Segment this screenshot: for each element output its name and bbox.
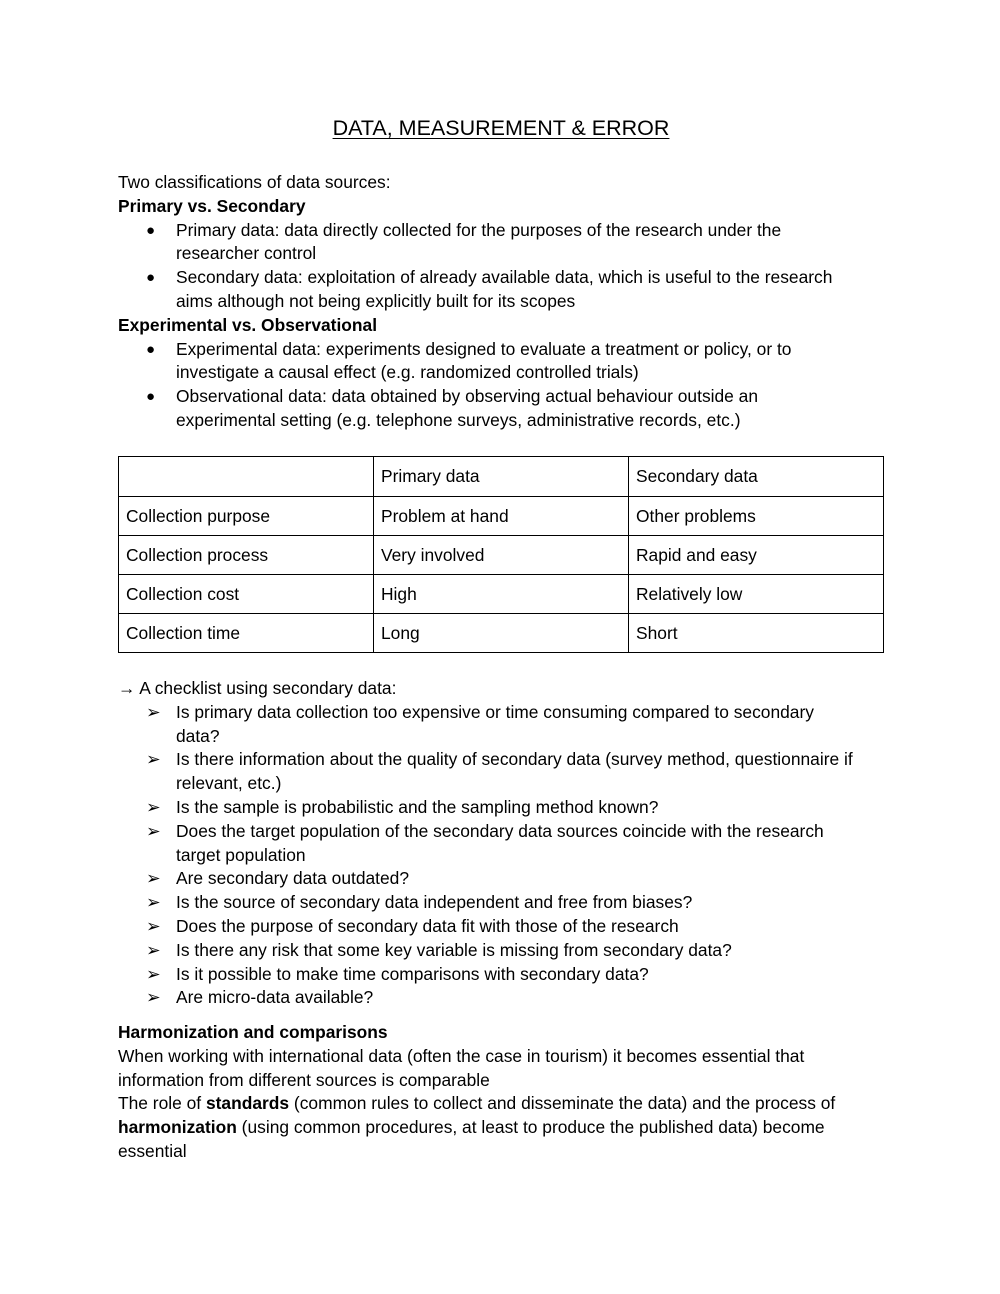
intro-text: Two classifications of data sources: (118, 172, 391, 192)
table-cell: Problem at hand (374, 497, 629, 536)
term-standards: standards (205, 1093, 290, 1114)
section-heading-primary-secondary: Primary vs. Secondary (118, 195, 306, 216)
table-row (119, 614, 884, 653)
comparison-table (118, 456, 884, 653)
list-item: ➢ Does the purpose of secondary data fit with those of the research (118, 915, 884, 939)
table-header-cell: Secondary data (629, 457, 884, 497)
list-item: ● Secondary data: exploitation of already available data, which is useful to the research aims although not being explicitly built for its scopes (146, 267, 833, 311)
list-item: ➢ Is the sample is probabilistic and the sampling method known? (118, 796, 884, 820)
table-cell: Very involved (374, 536, 629, 575)
list-item: ➢ Is the source of secondary data independent and free from biases? (118, 891, 884, 915)
table-cell: High (374, 575, 629, 614)
list-item: ➢ Is primary data collection too expensive or time consuming compared to secondary data? (146, 701, 814, 746)
table-cell: Collection cost (119, 575, 374, 614)
table-cell: Short (629, 614, 884, 653)
bullet-dot-icon: ● (146, 388, 156, 406)
harmonization-section (118, 1021, 884, 1164)
arrowhead-bullet-icon: ➢ (146, 820, 161, 841)
harmonization-paragraph-2: The role of standards (common rules to collect and disseminate the data) and the process of harmonization (using common procedures, at least to produce the published data) become essential (118, 1093, 836, 1161)
classification-section (118, 171, 884, 433)
arrowhead-bullet-icon: ➢ (146, 915, 161, 936)
bullet-list-experimental-observational (118, 338, 884, 433)
table-row (119, 497, 884, 536)
table-cell: Long (374, 614, 629, 653)
checklist (118, 701, 884, 1010)
table-row (119, 575, 884, 614)
list-item: ➢ Is there any risk that some key variable is missing from secondary data? (118, 939, 884, 963)
arrowhead-bullet-icon: ➢ (146, 939, 161, 960)
list-item: ➢ Is there information about the quality of secondary data (survey method, questionnaire if relevant, etc.) (146, 749, 853, 794)
harmonization-paragraph-1: When working with international data (often the case in tourism) it becomes essential that information from different sources is comparable (118, 1045, 805, 1090)
bullet-dot-icon: ● (146, 221, 156, 239)
table-cell: Collection purpose (119, 497, 374, 536)
table-cell: Other problems (629, 497, 884, 536)
table-cell: Collection time (119, 614, 374, 653)
section-heading-harmonization: Harmonization and comparisons (118, 1022, 388, 1042)
arrowhead-bullet-icon: ➢ (146, 868, 161, 889)
checklist-intro: → A checklist using secondary data: (118, 678, 397, 698)
arrowhead-bullet-icon: ➢ (146, 892, 161, 913)
list-item: ➢ Is it possible to make time comparisons with secondary data? (118, 963, 884, 987)
arrowhead-bullet-icon: ➢ (146, 701, 161, 722)
table-row (119, 536, 884, 575)
list-item: ● Primary data: data directly collected for the purposes of the research under the researcher control (146, 219, 782, 264)
bullet-dot-icon: ● (146, 269, 156, 287)
arrowhead-bullet-icon: ➢ (146, 796, 161, 817)
table-header-row (119, 457, 884, 497)
table-cell: Rapid and easy (629, 536, 884, 575)
section-heading-experimental-observational: Experimental vs. Observational (118, 314, 378, 335)
checklist-section (118, 677, 884, 1010)
list-item: ● Observational data: data obtained by observing actual behaviour outside an experimental setting (e.g. telephone surveys, administrative records, etc.) (146, 386, 759, 430)
table-header-cell: Primary data (374, 457, 629, 497)
table-cell: Relatively low (629, 575, 884, 614)
term-harmonization: harmonization (118, 1117, 237, 1138)
bullet-list-primary-secondary (118, 219, 884, 314)
list-item: ● Experimental data: experiments designed to evaluate a treatment or policy, or to investigate a causal effect (e.g. randomized controlled trials) (146, 338, 792, 383)
page-title: DATA, MEASUREMENT & ERROR (332, 116, 670, 140)
arrowhead-bullet-icon: ➢ (146, 749, 161, 770)
table-header-cell (119, 457, 374, 497)
arrowhead-bullet-icon: ➢ (146, 963, 161, 984)
list-item: ➢ Are micro-data available? (118, 986, 884, 1010)
list-item: ➢ Are secondary data outdated? (118, 867, 884, 891)
bullet-dot-icon: ● (146, 340, 156, 358)
list-item: ➢ Does the target population of the secondary data sources coincide with the research target population (146, 820, 824, 865)
arrowhead-bullet-icon: ➢ (146, 987, 161, 1008)
table-cell: Collection process (119, 536, 374, 575)
